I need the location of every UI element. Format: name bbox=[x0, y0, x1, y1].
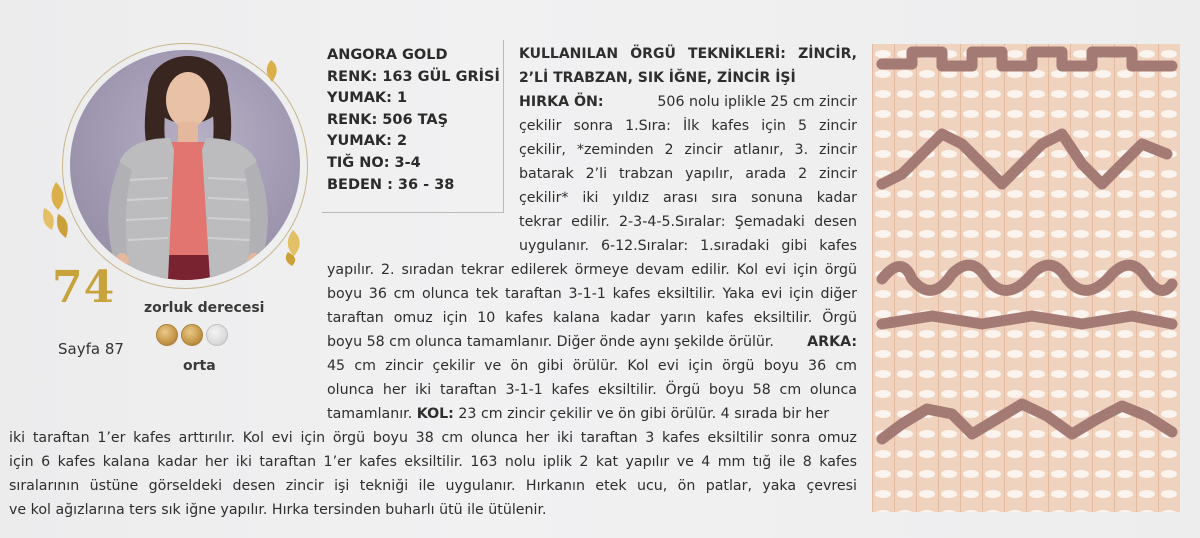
front-line: batarak 2’li trabzan yapılır, arada 2 zincir bbox=[519, 166, 857, 182]
front-line: çekilir* iki yıldız arası sıra sonuna kadar bbox=[519, 190, 857, 206]
size-range: BEDEN : 36 - 38 bbox=[327, 176, 455, 193]
back-heading: ARKA: bbox=[807, 334, 857, 350]
front-line: çekilir, *zeminden 2 zincir atlanır, 3. zincir bbox=[519, 142, 857, 158]
materials-list bbox=[327, 45, 507, 196]
techniques-line: KULLANILAN ÖRGÜ TEKNİKLERİ: ZİNCİR, bbox=[519, 46, 857, 62]
front-line: çekilir sonra 1.Sıra: İlk kafes için 5 zincir bbox=[519, 118, 857, 134]
sleeve-first-text: 23 cm zincir çekilir ve ön gibi örülür. 4 sırada bir her bbox=[458, 406, 830, 422]
body-line: yapılır. 2. sıradan tekrar edilerek örmeye devam edilir. Kol evi için örgü bbox=[327, 262, 857, 278]
front-heading: HIRKA ÖN: bbox=[519, 94, 604, 110]
body-line: iki taraftan 1’er kafes arttırılır. Kol evi için örgü boyu 38 cm olunca her iki taraftan 3 kafes eksiltilir sonra omuz bbox=[9, 430, 857, 446]
difficulty-value: orta bbox=[183, 358, 216, 374]
color-1: RENK: 163 GÜL GRİSİ bbox=[327, 68, 500, 85]
back-first-line bbox=[327, 334, 857, 350]
front-first-text: 506 nolu iplikle 25 cm zincir bbox=[657, 94, 857, 110]
color-2: RENK: 506 TAŞ bbox=[327, 111, 449, 128]
yarn-ball-empty-icon bbox=[206, 324, 228, 346]
yarn-ball-filled-icon bbox=[181, 324, 203, 346]
body-line: sıralarının üstüne görseldeki desen zincir işi tekniği ile uygulanır. Hırkanın etek ucu, ön patlar, yaka çevresi bbox=[9, 478, 857, 494]
page-reference: Sayfa 87 bbox=[58, 340, 124, 358]
gold-leaf-icon bbox=[258, 58, 284, 86]
body-line: taraftan omuz için 10 kafes kalana kadar yarın kafes eksiltilir. Örgü bbox=[327, 310, 857, 326]
skein-count-1: YUMAK: 1 bbox=[327, 90, 408, 107]
body-line: boyu 36 cm olunca tek taraftan 3-1-1 kafes eksiltilir. Yaka evi için diğer bbox=[327, 286, 857, 302]
spec-divider-horizontal bbox=[322, 212, 504, 213]
back-line: 45 cm zincir çekilir ve ön gibi örülür. Kol evi için örgü boyu 36 cm bbox=[327, 358, 857, 374]
skein-count-2: YUMAK: 2 bbox=[327, 133, 408, 150]
front-line: tekrar edilir. 2-3-4-5.Sıralar: Şemadaki desen bbox=[519, 214, 857, 230]
body-line: ve kol ağızlarına ters sık iğne yapılır. Hırka tersinden buharlı ütü ile ütülenir. bbox=[9, 502, 547, 518]
stitch-swatch-photo bbox=[872, 44, 1180, 512]
sleeve-heading: KOL: bbox=[416, 406, 454, 422]
difficulty-label: zorluk derecesi bbox=[144, 300, 265, 316]
gold-leaf-icon bbox=[36, 180, 76, 240]
hook-size: TIĞ NO: 3-4 bbox=[327, 154, 421, 171]
front-first-line bbox=[519, 94, 857, 110]
back-line: olunca her iki taraftan 3-1-1 kafes eksiltilir. Örgü boyu 58 cm olunca bbox=[327, 382, 857, 398]
techniques-line: 2’Lİ TRABZAN, SIK İĞNE, ZİNCİR İŞİ bbox=[519, 70, 796, 86]
sleeve-first-line bbox=[327, 406, 829, 422]
front-line: uygulanır. 6-12.Sıralar: 1.sıradaki gibi kafes bbox=[519, 238, 857, 254]
crochet-swatch-icon bbox=[872, 44, 1180, 512]
sleeve-pre-text: tamamlanır. bbox=[327, 406, 413, 422]
yarn-ball-filled-icon bbox=[156, 324, 178, 346]
yarn-name: ANGORA GOLD bbox=[327, 47, 448, 63]
back-pre-text: boyu 58 cm olunca tamamlanır. Diğer önde aynı şekilde örülür. bbox=[327, 334, 774, 350]
difficulty-rating bbox=[156, 324, 228, 346]
pattern-number: 74 bbox=[52, 262, 116, 313]
gold-leaf-icon bbox=[278, 228, 308, 268]
body-line: için 6 kafes kalana kadar her iki taraftan 1’er kafes eksiltilir. 163 nolu iplik 2 kat yapılır ve 4 mm tığ ile 8 kafes bbox=[9, 454, 857, 470]
spec-divider-vertical bbox=[503, 40, 504, 212]
